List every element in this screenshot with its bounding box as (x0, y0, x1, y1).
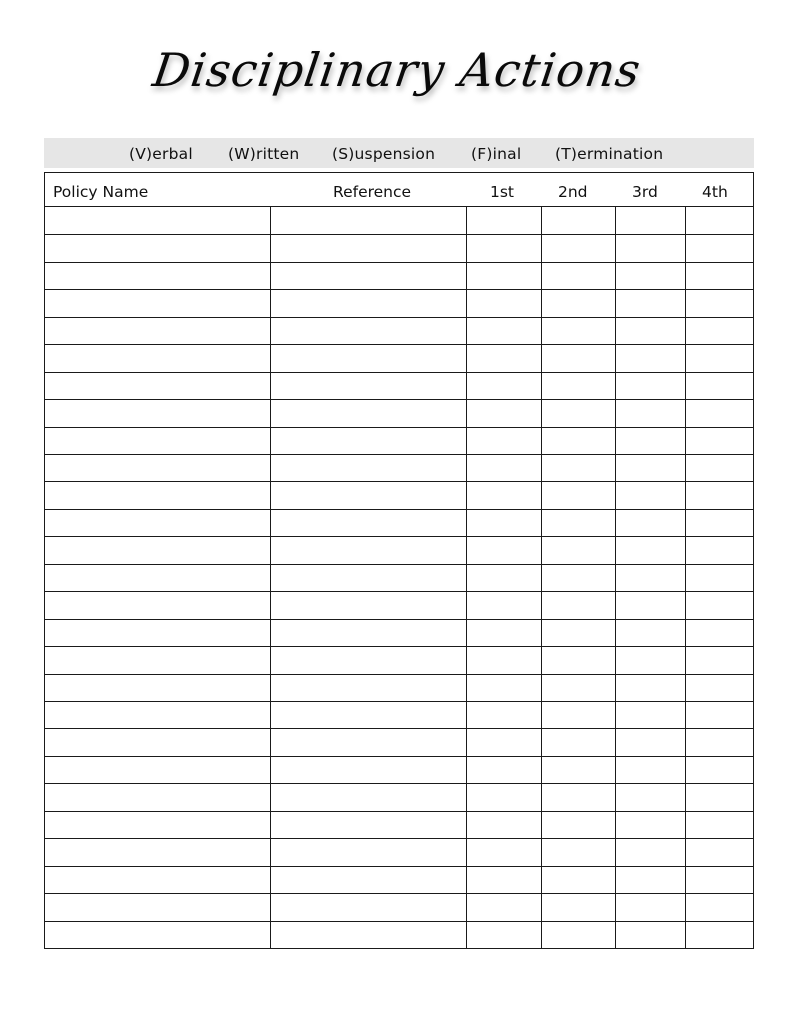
col-policy-name: Policy Name (53, 183, 149, 201)
row-separator (45, 783, 753, 784)
row-separator (45, 619, 753, 620)
row-separator (45, 289, 753, 290)
row-separator (45, 262, 753, 263)
row-separator (45, 591, 753, 592)
legend-final: (F)inal (471, 145, 522, 163)
col-4th: 4th (702, 183, 728, 201)
divider-1st-2nd (541, 207, 542, 948)
row-separator (45, 893, 753, 894)
page-title: Disciplinary Actions (149, 43, 645, 97)
col-3rd: 3rd (632, 183, 658, 201)
row-separator (45, 728, 753, 729)
row-separator (45, 564, 753, 565)
row-separator (45, 509, 753, 510)
row-separator (45, 646, 753, 647)
legend-written: (W)ritten (228, 145, 300, 163)
row-separator (45, 234, 753, 235)
divider-reference-1st (466, 207, 467, 948)
row-separator (45, 536, 753, 537)
divider-policy-reference (270, 207, 271, 948)
row-separator (45, 427, 753, 428)
legend-termination: (T)ermination (555, 145, 664, 163)
row-separator (45, 317, 753, 318)
legend-suspension: (S)uspension (332, 145, 436, 163)
row-separator (45, 399, 753, 400)
col-1st: 1st (490, 183, 515, 201)
table-header (45, 173, 753, 207)
row-separator (45, 454, 753, 455)
row-separator (45, 811, 753, 812)
row-separator (45, 921, 753, 922)
row-separator (45, 344, 753, 345)
row-separator (45, 838, 753, 839)
row-separator (45, 756, 753, 757)
legend-verbal: (V)erbal (129, 145, 193, 163)
divider-2nd-3rd (615, 207, 616, 948)
disciplinary-table (44, 172, 754, 949)
row-separator (45, 866, 753, 867)
col-2nd: 2nd (558, 183, 588, 201)
action-legend (44, 138, 754, 168)
row-separator (45, 481, 753, 482)
col-reference: Reference (333, 183, 412, 201)
row-separator (45, 701, 753, 702)
divider-3rd-4th (685, 207, 686, 948)
row-separator (45, 674, 753, 675)
row-separator (45, 372, 753, 373)
